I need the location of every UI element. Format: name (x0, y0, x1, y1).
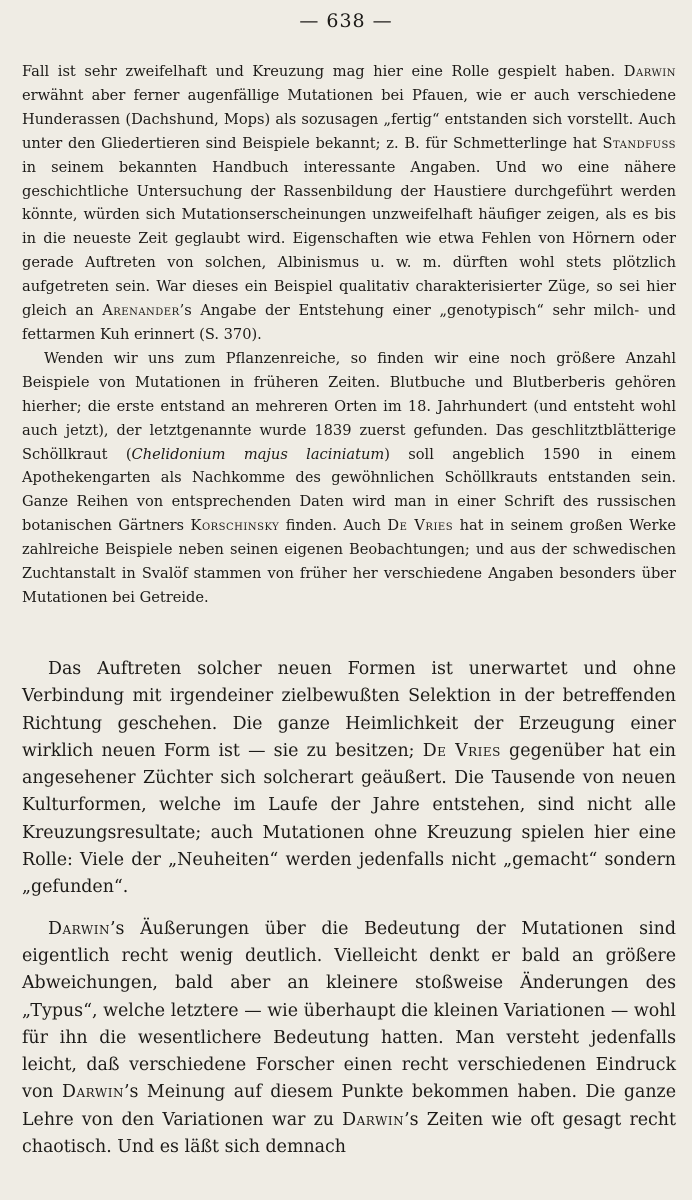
text-run: ’s Angabe der Entstehung einer „genotypisch“ sehr milch- und fettarmen Kuh erinnert (S. 370). (22, 302, 676, 343)
text-run: Fall ist sehr zweifelhaft und Kreuzung mag hier eine Rolle gespielt haben. (22, 63, 624, 80)
text-run: ’s Äußerungen über die Bedeutung der Mutationen sind eigentlich recht wenig deutlich. Vielleicht denkt er bald an größere Abweichungen, bald aber an kleinere stoßweise Änderungen des „Typus“, welche letztere — wie überhaupt die kleinen Variationen — wohl für ihn die wesentlichere Bedeutung hatten. Man versteht jedenfalls leicht, daß verschiedene Forscher einen recht verschiedenen Eindruck von (22, 918, 676, 1103)
text-run: Das Auftreten solcher neuen Formen ist unerwartet und ohne Verbindung mit irgendeiner zielbewußten Selektion in der betreffenden Richtung geschehen. Die ganze Heimlichkeit der Erzeugung einer wirklich neuen Form ist — sie zu besitzen; (22, 659, 676, 761)
text-run: ’s Meinung auf diesem Punkte bekommen haben. Die ganze Lehre von den Variationen war zu (22, 1082, 676, 1130)
author-name: Arenander (102, 302, 180, 320)
text-run: finden. Auch (279, 517, 388, 535)
page-number: — 638 — (299, 10, 393, 32)
author-name: De Vries (422, 740, 501, 761)
text-run: in seinem bekannten Handbuch interessante Angaben. Und wo eine nähere geschichtliche Untersuchung der Rassenbildung der Haustiere durchgeführt werden könnte, würden sich Mutationserscheinungen unzweifelhaft häufiger zeigen, als es bis in die neueste Zeit geglaubt wird. Eigenschaften wie etwa Fehlen von Hörnern oder gerade Auftreten von solchen, Albinismus u. w. m. dürften wohl stets plötzlich aufgetreten sein. War dieses ein Beispiel qualitativ charakterisierter Züge, so sei hier gleich an (22, 158, 676, 320)
text-run: ) soll angeblich 1590 in einem Apothekengarten als Nachkomme des gewöhnlichen Schöllkrauts entstanden sein. Ganze Reihen von entsprechenden Daten wird man in einer Schrift des russischen botanischen Gärtners (22, 445, 676, 535)
author-name: Darwin (62, 1082, 124, 1103)
author-name: Korschinsky (190, 517, 280, 535)
paragraph (22, 60, 676, 347)
latin-name: Chelidonium majus laciniatum (131, 445, 385, 463)
author-name: Standfuss (602, 134, 676, 152)
author-name: Darwin (623, 63, 676, 80)
author-name: Darwin (48, 918, 110, 939)
text-run: Wenden wir uns zum Pflanzenreiche, so finden wir eine noch größere Anzahl Beispiele von Mutationen in früheren Zeiten. Blutbuche und Blutberberis gehören hierher; die erste entstand an mehreren Orten im 18. Jahrhundert (und entsteht wohl auch jetzt), der letztgenannte wurde 1839 zuerst gefunden. Das geschlitztblätterige Schöllkraut ( (22, 349, 676, 463)
text-run: hat in seinem großen Werke zahlreiche Beispiele neben seinen eigenen Beobachtungen; und aus der schwedischen Zuchtanstalt in Svalöf stammen von früher her verschiedene Angaben besonders über Mutationen bei Getreide. (22, 517, 677, 606)
text-run: erwähnt aber ferner augenfällige Mutationen bei Pfauen, wie er auch verschiedene Hunderassen (Dachshund, Mops) als sozusagen „fertig“ entstanden sich vorstellt. Auch unter den Gliedertieren sind Beispiele bekannt; z. B. für Schmetterlinge hat (22, 86, 676, 152)
small-print-section (22, 60, 676, 610)
text-run: gegenüber hat ein angesehener Züchter sich solcherart geäußert. Die Tausende von neuen Kulturformen, welche im Laufe der Jahre entstehen, sind nicht alle Kreuzungsresultate; auch Mutationen ohne Kreuzung spielen hier eine Rolle: Viele der „Neuheiten“ werden jedenfalls nicht „gemacht“ sondern „gefunden“. (22, 740, 676, 898)
paragraph (22, 656, 676, 902)
paragraph (22, 916, 676, 1162)
author-name: De Vries (387, 517, 454, 535)
author-name: Darwin (342, 1109, 405, 1130)
paragraph (22, 347, 676, 610)
main-text-section (22, 656, 676, 1161)
text-run: ’s Zeiten wie oft gesagt recht chaotisch. Und es läßt sich demnach (22, 1109, 676, 1158)
